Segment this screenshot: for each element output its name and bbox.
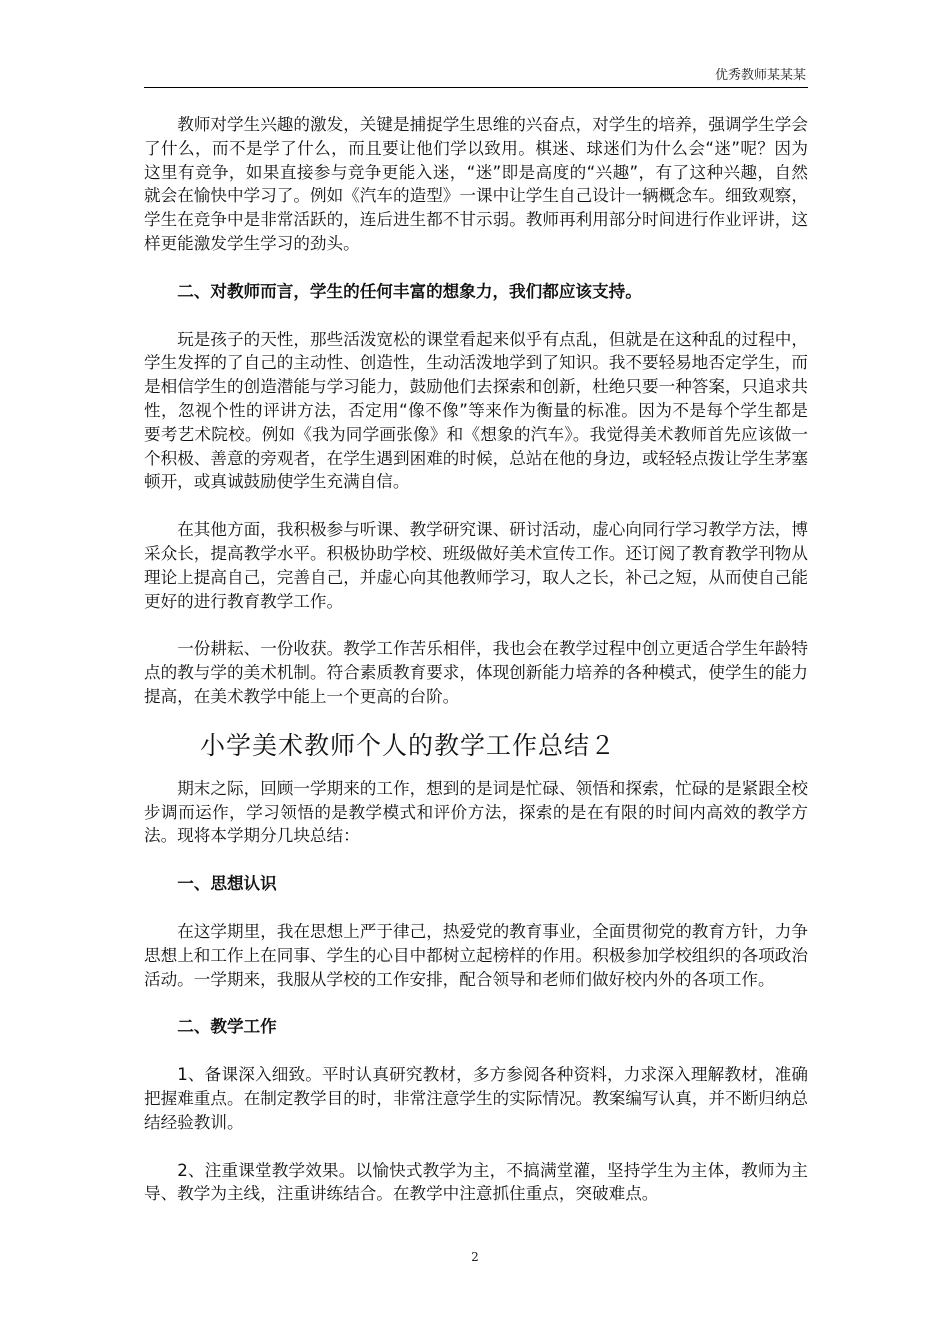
- header-rule: [144, 87, 808, 88]
- header-author: 优秀教师某某某: [714, 68, 806, 83]
- paragraph: 在这学期里，我在思想上严于律己，热爱党的教育事业，全面贯彻党的教育方针，力争思想上和工作上在同事、学生的心目中都树立起榜样的作用。积极参加学校组织的各项政治活动。一学期来，我服从学校的工作安排，配合领导和老师们做好校内外的各项工作。: [144, 921, 808, 989]
- section-heading: 一、思想认识: [177, 874, 277, 894]
- paragraph: 期末之际，回顾一学期来的工作，想到的是词是忙碌、领悟和探索，忙碌的是紧跟全校步调而运作，学习领悟的是教学模式和评价方法，探索的是在有限的时间内高效的教学方法。现将本学期分几块总结：: [144, 778, 808, 846]
- paragraph: 教师对学生兴趣的激发，关键是捕捉学生思维的兴奋点，对学生的培养，强调学生学会了什么，而不是学了什么，而且要让他们学以致用。棋迷、球迷们为什么会“迷”呢？因为这里有竞争，如果直接参与竞争更能入迷，“迷”即是高度的“兴趣”，有了这种兴趣，自然就会在愉快中学习了。例如《汽车的造型》一课中让学生自己设计一辆概念车。细致观察，学生在竞争中是非常活跃的，连后进生都不甘示弱。教师再利用部分时间进行作业评讲，这样更能激发学生学习的劲头。: [144, 115, 808, 253]
- document-body: [144, 113, 808, 1206]
- page-number: 2: [471, 1250, 479, 1264]
- paragraph: 2、注重课堂教学效果。以愉快式教学为主，不搞满堂灌，坚持学生为主体，教师为主导、教学为主线，注重讲练结合。在教学中注意抓住重点，突破难点。: [144, 1160, 808, 1204]
- paragraph: 玩是孩子的天性，那些活泼宽松的课堂看起来似乎有点乱，但就是在这种乱的过程中，学生发挥的了自己的主动性、创造性，生动活泼地学到了知识。我不要轻易地否定学生，而是相信学生的创造潜能与学习能力，鼓励他们去探索和创新，杜绝只要一种答案，只追求共性，忽视个性的评讲方法，否定用“像不像”等来作为衡量的标准。因为不是每个学生都是要考艺术院校。例如《我为同学画张像》和《想象的汽车》。我觉得美术教师首先应该做一个积极、善意的旁观者，在学生遇到困难的时候，总站在他的身边，或轻轻点拨让学生茅塞顿开，或真诚鼓励使学生充满自信。: [144, 329, 808, 492]
- paragraph: 1、备课深入细致。平时认真研究教材，多方参阅各种资料，力求深入理解教材，准确把握难重点。在制定教学目的时，非常注意学生的实际情况。教案编写认真，并不断归纳总结经验教训。: [144, 1065, 808, 1132]
- paragraph: 一份耕耘、一份收获。教学工作苦乐相伴，我也会在教学过程中创立更适合学生年龄特点的教与学的美术机制。符合素质教育要求，体现创新能力培养的各种模式，使学生的能力提高，在美术教学中能上一个更高的台阶。: [144, 639, 808, 706]
- paragraph: 在其他方面，我积极参与听课、教学研究课、研讨活动，虚心向同行学习教学方法，博采众长，提高教学水平。积极协助学校、班级做好美术宣传工作。还订阅了教育教学刊物从理论上提高自己，完善自己，并虚心向其他教师学习，取人之长，补己之短，从而使自己能更好的进行教育教学工作。: [144, 520, 808, 611]
- section-heading: 二、教学工作: [177, 1017, 277, 1037]
- section-heading: 二、对教师而言，学生的任何丰富的想象力，我们都应该支持。: [177, 281, 642, 301]
- document-title: 小学美术教师个人的教学工作总结２: [200, 730, 617, 760]
